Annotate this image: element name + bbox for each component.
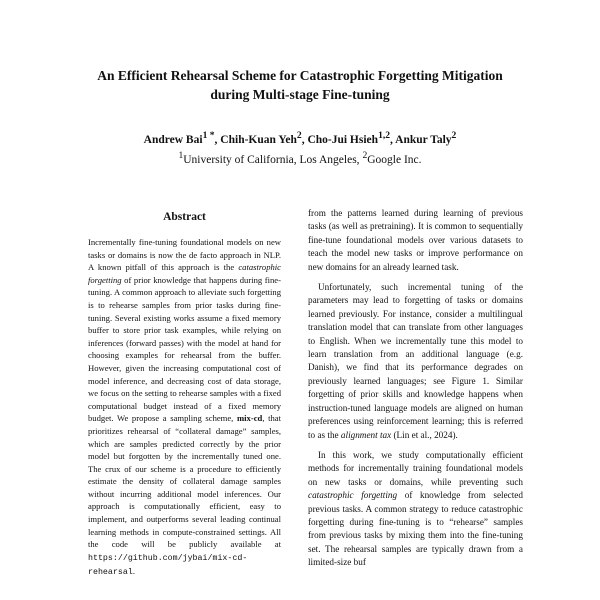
method-name: mix-cd (237, 413, 263, 424)
affil-1-marker: 1 (178, 149, 184, 161)
author-block (40, 128, 560, 168)
affiliation-2: Google Inc. (367, 153, 422, 166)
body-paragraph-3 (308, 449, 523, 570)
author-2-affil: 2 (296, 130, 302, 141)
abstract-text (88, 236, 281, 580)
abstract-text-2: of prior knowledge that happens during fine-tuning. A common approach to alleviate such forgetting is to rehearse samples from prior tasks during fine-tuning. Several existing works assume a fixed memory buffer to store prior task examples, while relying on inferences (forward passes) with the model at hand for choosing examples for rehearsal from the buffer. However, given the increasing computational cost of model inference, and decreasing cost of data storage, we focus on the setting to rehearse samples with a fixed computational budget instead of a fixed memory budget. We propose a sampling scheme, (88, 274, 281, 424)
body-p2-citation[interactable]: (Lin et al., 2024). (391, 429, 458, 440)
body-text-column (308, 207, 523, 570)
author-4-affil: 2 (451, 130, 457, 141)
affil-2-marker: 2 (362, 149, 368, 161)
abstract-text-4: . (132, 566, 135, 577)
author-4: Ankur Taly (395, 133, 452, 146)
abstract-heading: Abstract (163, 211, 206, 223)
paper-title (40, 66, 560, 104)
author-names: Andrew Bai$^{1 *}$, Chih-Kuan Yeh$^2$, Cho-Jui Hsieh$^{1,2}$, Ankur Taly$^2$ (143, 130, 457, 146)
body-p3-emphasis: catastrophic forgetting (308, 490, 398, 501)
body-paragraph-1: from the patterns learned during learning of previous tasks (as well as pretraining). It is common to sequentially fine-tune foundational models over various datasets to teach the model new tasks or improve performance on new domains for an already learned task. (308, 208, 523, 272)
abstract-paragraph (88, 236, 281, 580)
abstract-text-1: Incrementally fine-tuning foundational models on new tasks or domains is now the de facto approach in NLP. A known pitfall of this approach is the (88, 237, 281, 273)
affiliation-1: University of California, Los Angeles, (183, 153, 363, 166)
alignment-tax-term: alignment tax (340, 429, 392, 440)
affiliations (40, 148, 560, 168)
body-p2-text-1: Unfortunately, such incremental tuning of the parameters may lead to forgetting of tasks or domains learned previously. For instance, consider a multilingual translation model that can translate from other languages to English. When we incrementally tune this model to learn translation from an additional language (e.g. Danish), we find that its performance degrades on previously learned languages; see Figure 1. Similar forgetting of prior skills and knowledge happens when instruction-tuned language models are aligned on human preferences using reinforcement learning; this is referred to as the (308, 282, 523, 440)
code-url-link[interactable]: https://github.com/jybai/mix-cd-rehearsal (88, 553, 248, 578)
abstract-text-3: , that prioritizes rehearsal of “collateral damage” samples, which are samples predicted correctly by the prior model but forgotten by the incrementally tuned one. The crux of our scheme is a procedure to efficiently estimate the density of collateral damage samples without incurring additional model inferences. Our approach is computationally efficient, easy to implement, and outperforms several leading continual learning methods in compute-constrained settings. All the code will be publicly available at (88, 413, 282, 550)
author-3-affil: 1,2 (378, 130, 391, 141)
body-p3-text-1: In this work, we study computationally efficient methods for incrementally training foundational models on new tasks or domains, while preventing such (308, 449, 523, 487)
abstract-emphasis: catastrophic forgetting (88, 262, 281, 285)
author-1-affil: 1 * (202, 130, 215, 141)
author-2: Chih-Kuan Yeh (220, 133, 297, 146)
title-line-1: An Efficient Rehearsal Scheme for Catastrophic Forgetting Mitigation (97, 68, 503, 83)
body-p3-text-2: of knowledge from selected previous tasks. A common strategy to reduce catastrophic forgetting during fine-tuning is to “rehearse” samples from previous tasks by mixing them into the fine-tuning set. The rehearsal samples are typically drawn from a limited-size buf (308, 490, 523, 568)
author-3: Cho-Jui Hsieh (307, 133, 379, 146)
title-line-2: during Multi-stage Fine-tuning (210, 87, 390, 102)
body-paragraph-2 (308, 281, 523, 442)
author-1: Andrew Bai (143, 133, 203, 146)
